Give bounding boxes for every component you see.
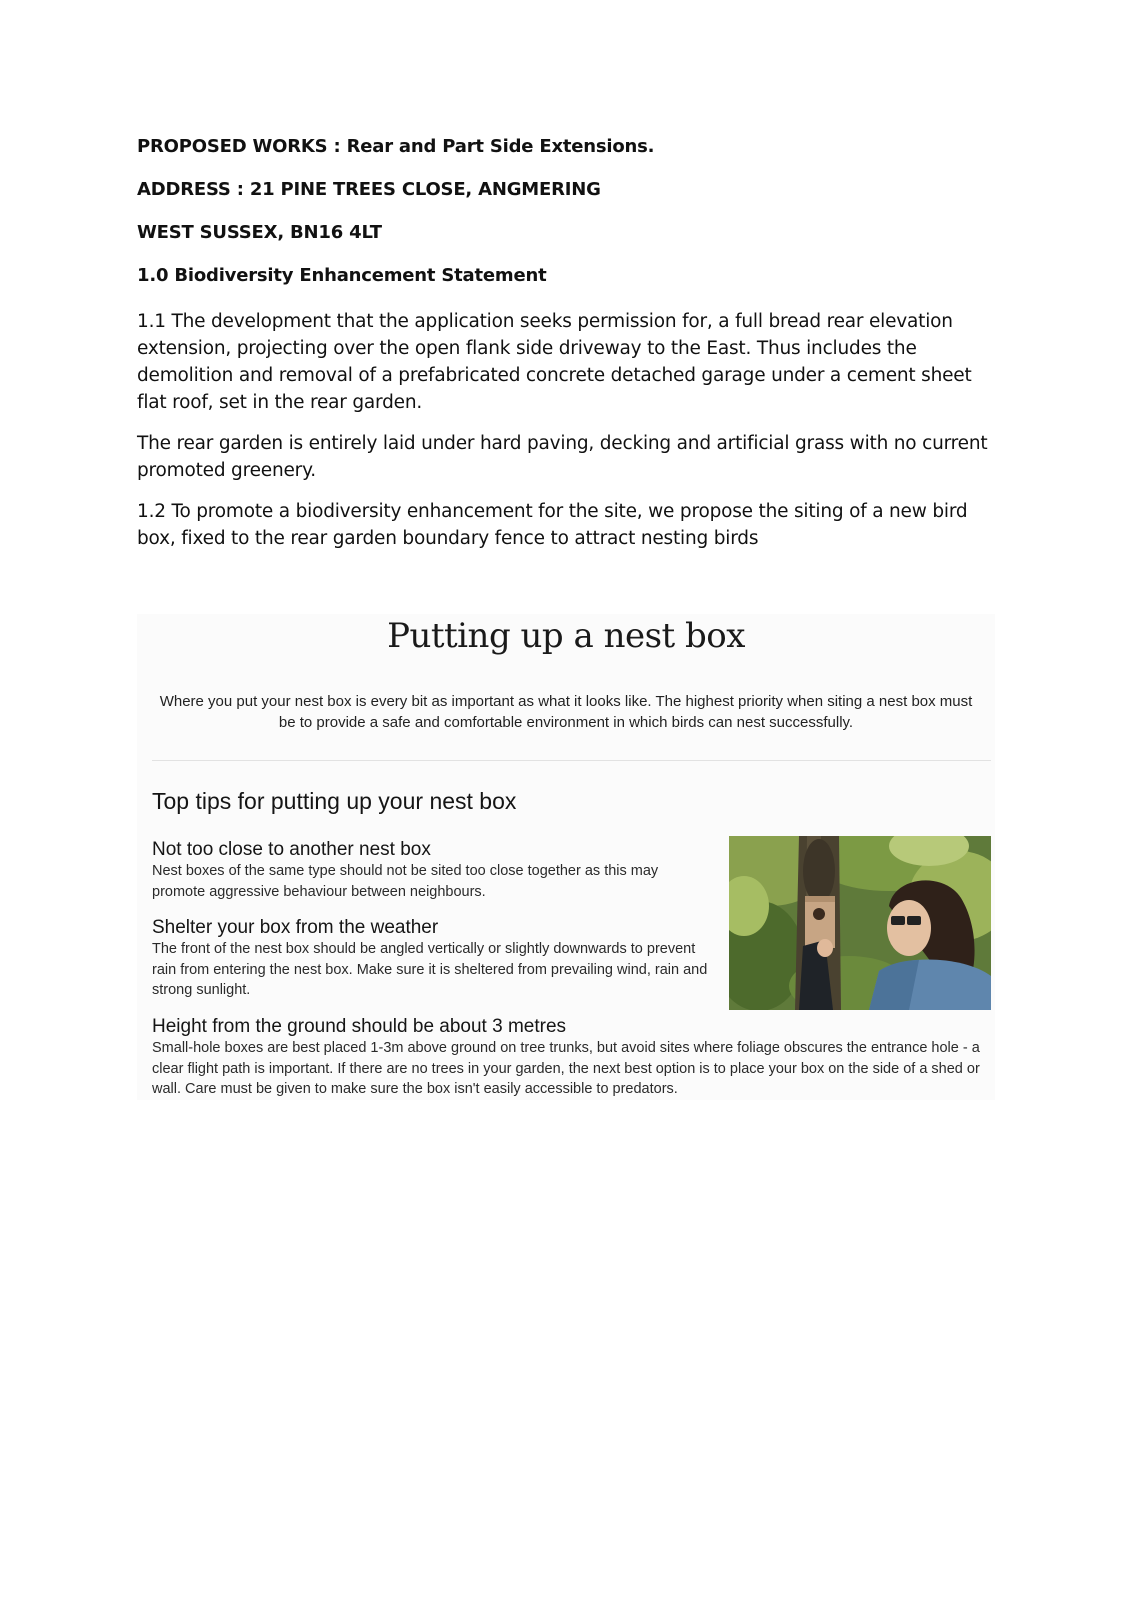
tips-heading: Top tips for putting up your nest box bbox=[152, 788, 517, 814]
tip-text: The front of the nest box should be angled vertically or slightly downwards to prevent rain from entering the nest box. Make sure it is sheltered from prevailing wind, rain and strong sunlight. bbox=[152, 941, 708, 998]
tip-item bbox=[152, 916, 712, 1001]
tip-title: Height from the ground should be about 3 metres bbox=[152, 1016, 567, 1037]
tip-text: Small-hole boxes are best placed 1-3m above ground on tree trunks, but avoid sites where foliage obscures the entrance hole - a clear flight path is important. If there are no trees in your garden, the next best option is to place your box on the side of a shed or wall. Care must be given to make sure the box isn't easily accessible to predators. bbox=[152, 1040, 980, 1097]
panel-title: Putting up a nest box bbox=[387, 616, 745, 656]
statement-document bbox=[137, 136, 997, 566]
paragraph-rear-garden: The rear garden is entirely laid under hard paving, decking and artificial grass with no current promoted greenery. bbox=[137, 433, 988, 481]
address-line-1: ADDRESS : 21 PINE TREES CLOSE, ANGMERING bbox=[137, 179, 601, 200]
section-title: 1.0 Biodiversity Enhancement Statement bbox=[137, 265, 547, 286]
tip-text: Nest boxes of the same type should not be sited too close together as this may promote aggressive behaviour between neighbours. bbox=[152, 863, 659, 900]
panel-intro: Where you put your nest box is every bit as important as what it looks like. The highest priority when siting a nest box must be to provide a safe and comfortable environment in which birds can nest successfully. bbox=[159, 693, 973, 731]
proposed-works-heading: PROPOSED WORKS : Rear and Part Side Extensions. bbox=[137, 136, 655, 157]
paragraph-1-1: 1.1 The development that the application seeks permission for, a full bread rear elevation extension, projecting over the open flank side driveway to the East. Thus includes the demolition and removal of a prefabricated concrete detached garage under a cement sheet flat roof, set in the rear garden. bbox=[137, 311, 972, 413]
address-line-2: WEST SUSSEX, BN16 4LT bbox=[137, 222, 382, 243]
nest-box-guide-image bbox=[137, 614, 995, 1100]
tip-title: Not too close to another nest box bbox=[152, 839, 431, 860]
divider bbox=[152, 760, 991, 761]
tip-item bbox=[152, 1015, 987, 1100]
nest-box-photo bbox=[729, 836, 991, 1010]
tip-item bbox=[152, 838, 712, 902]
paragraph-1-2: 1.2 To promote a biodiversity enhancement for the site, we propose the siting of a new bird box, fixed to the rear garden boundary fence to attract nesting birds bbox=[137, 501, 968, 549]
tip-title: Shelter your box from the weather bbox=[152, 917, 439, 938]
